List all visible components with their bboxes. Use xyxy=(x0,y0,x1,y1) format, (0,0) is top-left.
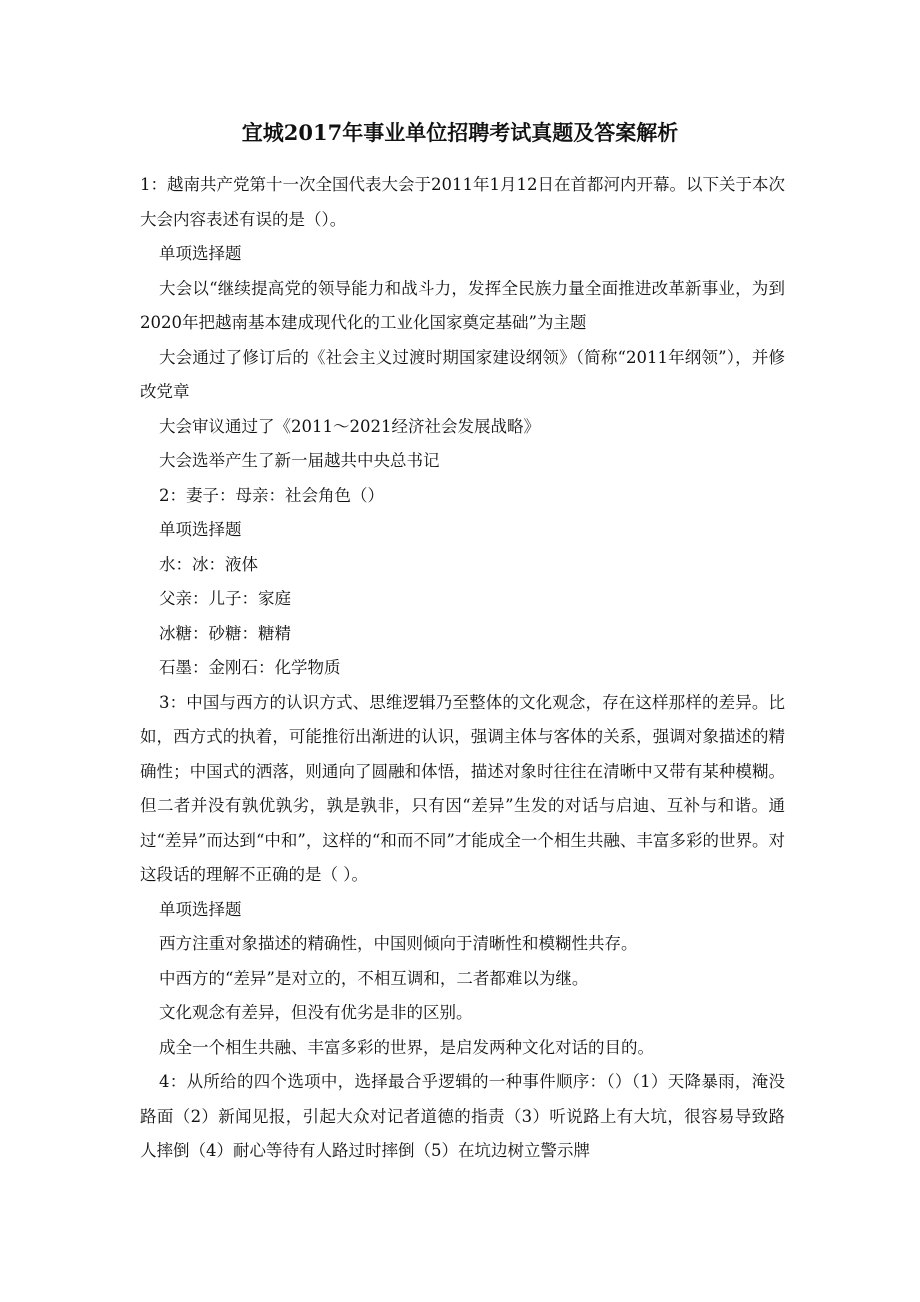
question-3-option-4: 成全一个相生共融、丰富多彩的世界，是启发两种文化对话的目的。 xyxy=(159,1037,654,1057)
question-1-option-1: 大会以“继续提高党的领导能力和战斗力，发挥全民族力量全面推进改革新事业，为到2020年把越南基本建成现代化的工业化国家奠定基础”为主题 xyxy=(140,278,785,332)
question-2-option-4: 石墨：金刚石：化学物质 xyxy=(159,658,341,677)
question-2-type: 单项选择题 xyxy=(159,520,242,539)
question-2-option-2: 父亲：儿子：家庭 xyxy=(159,589,291,608)
question-3-stem: 3：中国与西方的认识方式、思维逻辑乃至整体的文化观念，存在这样那样的差异。比如，西方式的执着，可能推衍出渐进的认识，强调主体与客体的关系，强调对象描述的精确性；中国式的洒落，则通向了圆融和体悟，描述对象时往往在清晰中又带有某种模糊。但二者并没有孰优孰劣，孰是孰非，只有因“差异”生发的对话与启迪、互补与和谐。通过“差异”而达到“中和”，这样的“和而不同”才能成全一个相生共融、丰富多彩的世界。对这段话的理解不正确的是（ ）。 xyxy=(140,692,785,884)
question-3-option-2: 中西方的“差异”是对立的，不相互调和，二者都难以为继。 xyxy=(159,968,589,988)
question-3-option-1: 西方注重对象描述的精确性，中国则倾向于清晰性和模糊性共存。 xyxy=(159,934,638,953)
question-3-option-3: 文化观念有差异，但没有优劣是非的区别。 xyxy=(159,1003,473,1022)
question-1-stem: 1：越南共产党第十一次全国代表大会于2011年1月12日在首都河内开幕。以下关于本次大会内容表述有误的是（）。 xyxy=(140,175,785,229)
question-4-stem: 4：从所给的四个选项中，选择最合乎逻辑的一种事件顺序：（）（1）天降暴雨，淹没路面（2）新闻见报，引起大众对记者道德的指责（3）听说路上有大坑，很容易导致路人摔倒（4）耐心等待有人路过时摔倒（5）在坑边树立警示牌 xyxy=(140,1072,785,1160)
question-2-stem: 2：妻子：母亲：社会角色（） xyxy=(159,485,384,505)
document-body xyxy=(140,168,785,1169)
question-1-type: 单项选择题 xyxy=(159,244,242,263)
question-1-option-2: 大会通过了修订后的《社会主义过渡时期国家建设纲领》（简称“2011年纲领”），并修改党章 xyxy=(140,347,785,401)
question-2-option-1: 水：冰：液体 xyxy=(159,554,258,574)
question-1-option-4: 大会选举产生了新一届越共中央总书记 xyxy=(159,451,440,470)
question-2-option-3: 冰糖：砂糖：糖精 xyxy=(159,623,291,643)
page-title: 宜城2017年事业单位招聘考试真题及答案解析 xyxy=(241,120,679,145)
question-3-type: 单项选择题 xyxy=(159,899,242,919)
question-1-option-3: 大会审议通过了《2011～2021经济社会发展战略》 xyxy=(159,416,540,436)
